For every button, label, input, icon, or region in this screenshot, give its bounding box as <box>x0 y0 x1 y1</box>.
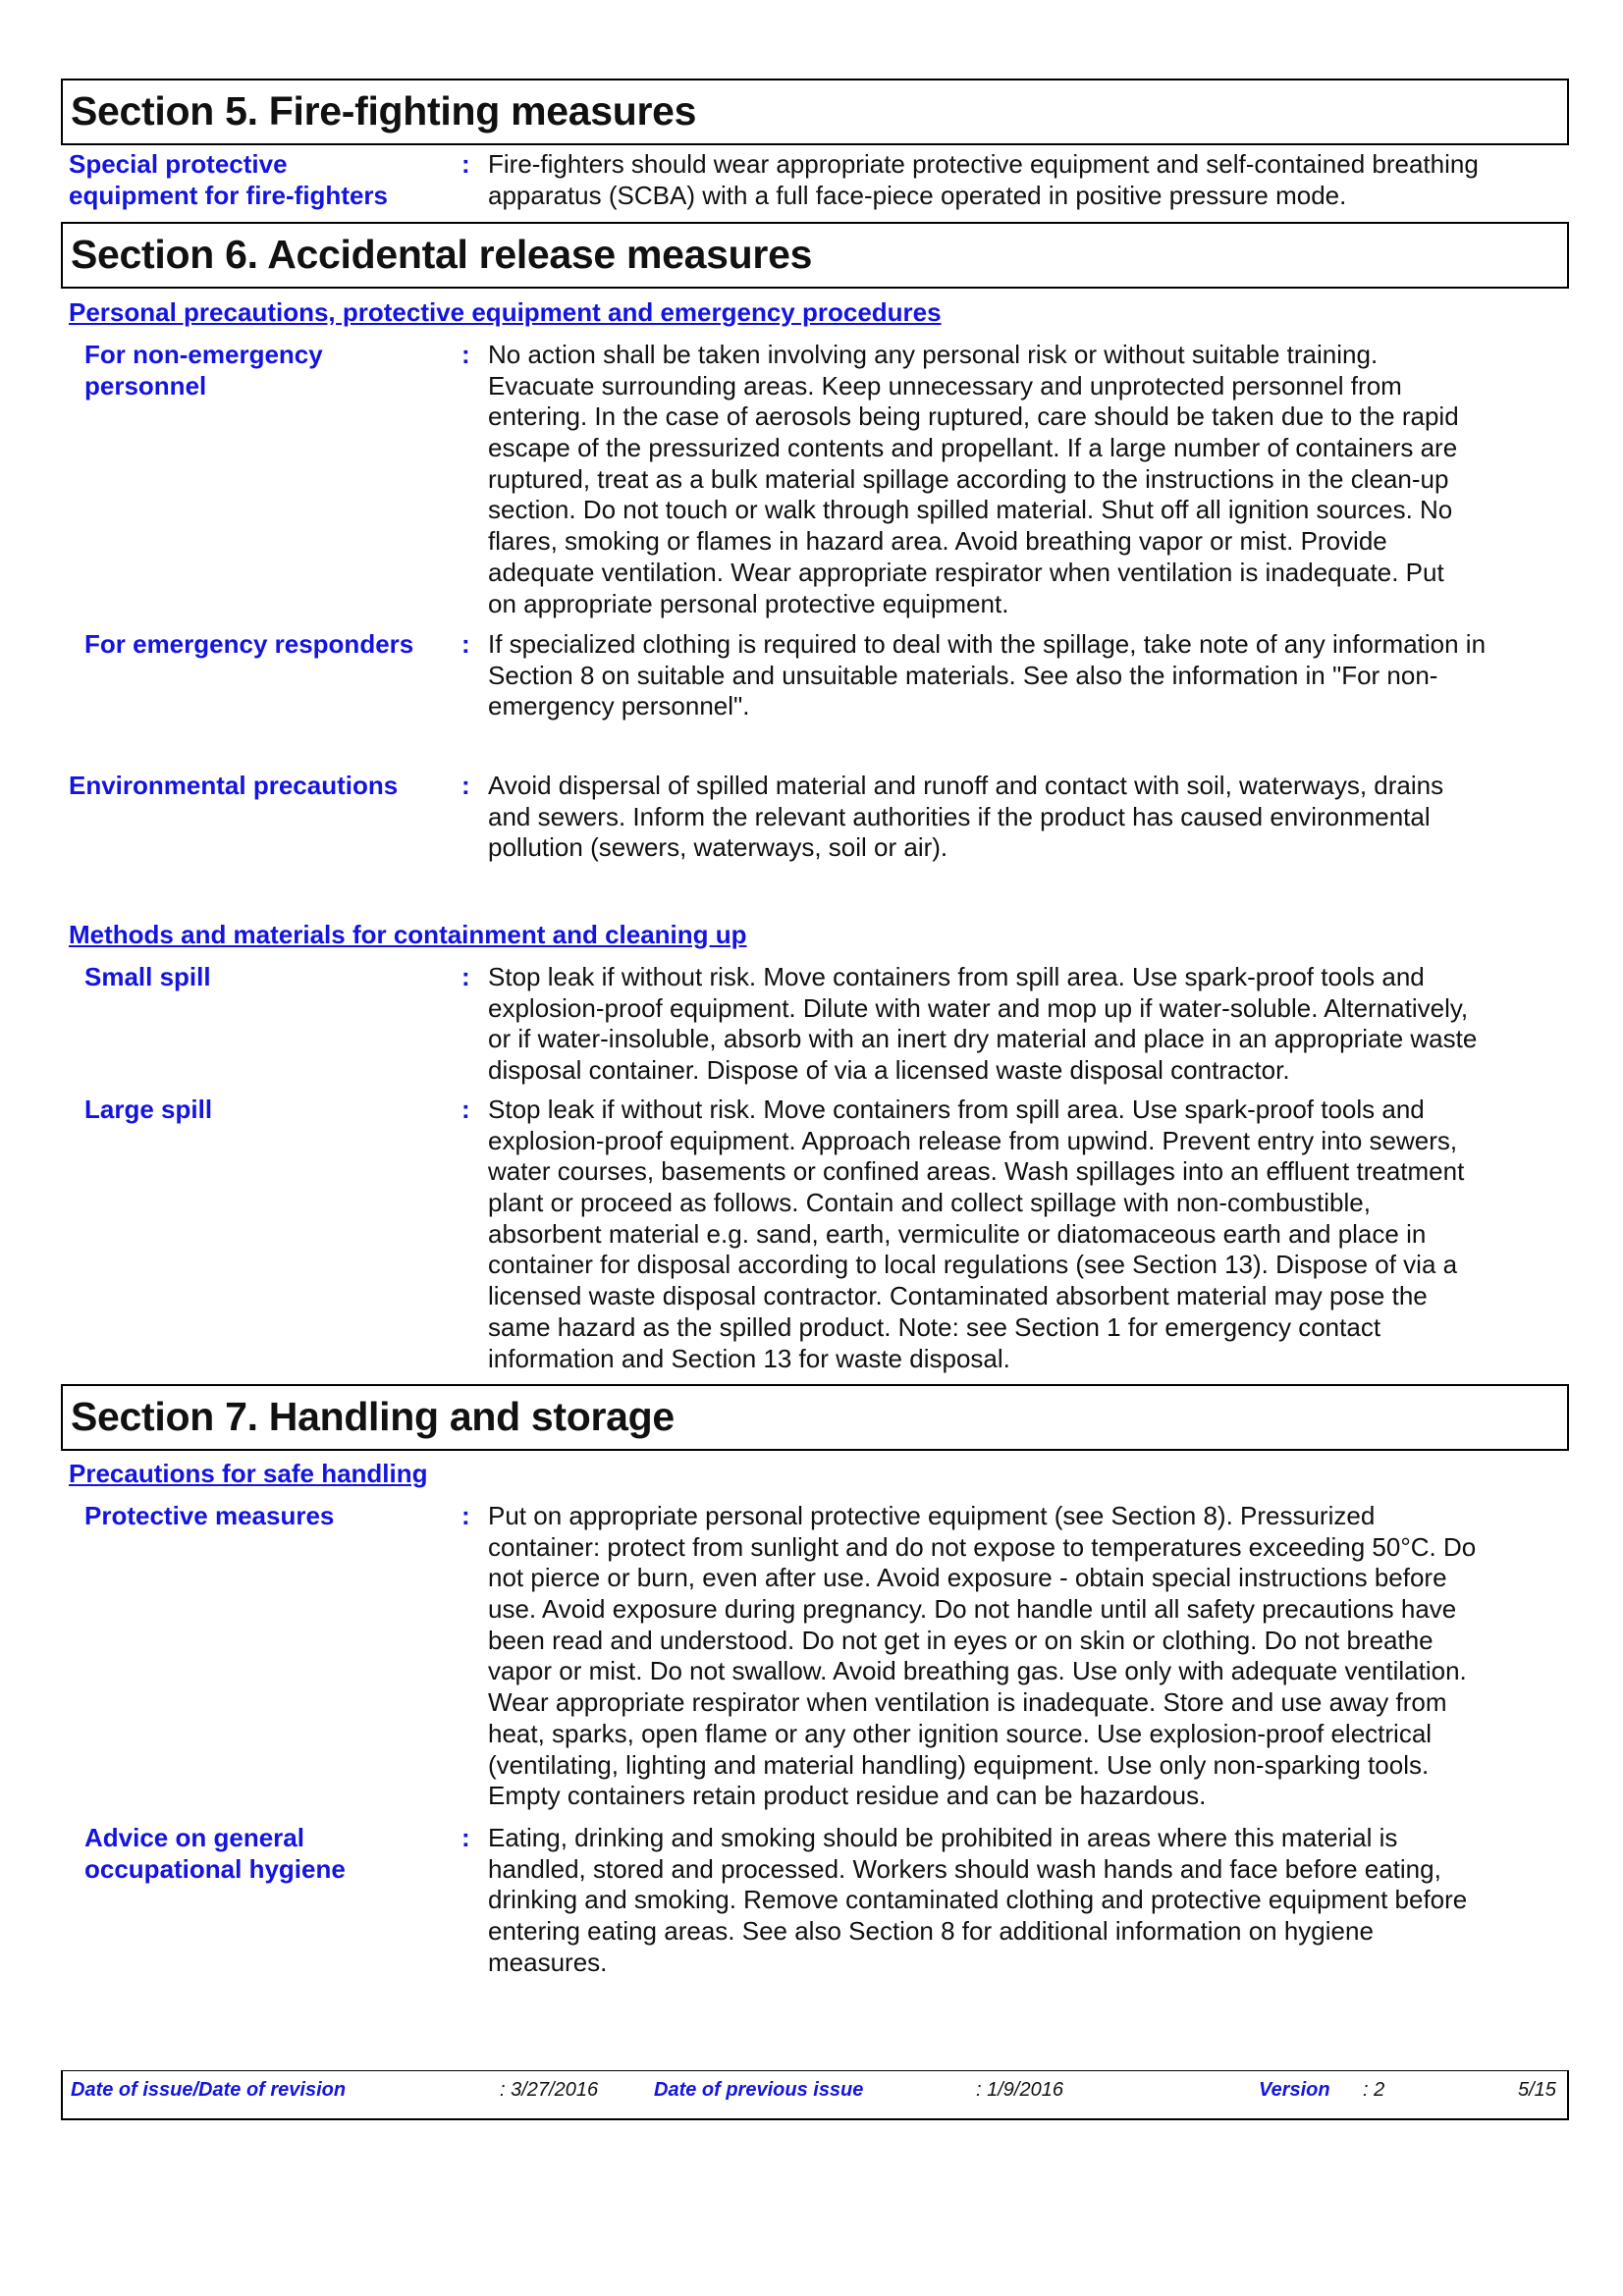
field-label <box>84 1823 497 1885</box>
text-line: container for disposal according to local regulations (see Section 13). Dispose of via a <box>488 1250 1458 1280</box>
section-title: Section 6. Accidental release measures <box>71 232 813 277</box>
separator-colon: : <box>461 149 470 179</box>
field-label <box>84 962 497 993</box>
text-line: Empty containers retain product residue and can be hazardous. <box>488 1781 1207 1811</box>
page-number: 5/15 <box>1518 2079 1556 2101</box>
text-line: Eating, drinking and smoking should be prohibited in areas where this material is <box>488 1823 1398 1852</box>
section-title: Section 5. Fire-fighting measures <box>71 88 697 133</box>
text-line: entering. In the case of aerosols being ruptured, care should be taken due to the rapid <box>488 401 1459 432</box>
text-line: explosion-proof equipment. Dilute with water and mop up if water-soluble. Alternatively, <box>488 992 1469 1023</box>
text-line: information and Section 13 for waste disposal. <box>488 1343 1010 1373</box>
issue-date-value: : 3/27/2016 <box>500 2079 599 2101</box>
text-line: section. Do not touch or walk through spilled material. Shut off all ignition sources. No <box>488 495 1453 525</box>
text-line: No action shall be taken involving any personal risk or without suitable training. <box>488 340 1379 369</box>
separator-colon: : <box>461 1095 470 1124</box>
text-line: apparatus (SCBA) with a full face-piece operated in positive pressure mode. <box>488 180 1347 210</box>
text-line: emergency personnel". <box>488 691 750 721</box>
field-label <box>84 1095 497 1126</box>
text-line: escape of the pressurized contents and propellant. If a large number of containers are <box>488 433 1458 463</box>
field-label-line: For emergency responders <box>84 629 414 659</box>
text-line: adequate ventilation. Wear appropriate respirator when ventilation is inadequate. Put <box>488 557 1444 587</box>
previous-issue-value: : 1/9/2016 <box>976 2079 1063 2101</box>
separator-colon: : <box>461 771 470 800</box>
field-label-line: personnel <box>84 370 207 400</box>
text-line: measures. <box>488 1947 608 1977</box>
field-text <box>488 340 1459 619</box>
field-text <box>488 1823 1467 1978</box>
field-label <box>84 1501 497 1532</box>
text-line: Stop leak if without risk. Move containers from spill area. Use spark-proof tools and <box>488 962 1425 991</box>
field-text <box>488 962 1477 1087</box>
field-text <box>488 1095 1464 1374</box>
field-label-line: Advice on general <box>84 1823 304 1852</box>
field-label <box>69 771 481 802</box>
text-line: (ventilating, lighting and material handling) equipment. Use only non-sparking tools. <box>488 1749 1430 1780</box>
text-line: plant or proceed as follows. Contain and collect spillage with non-combustible, <box>488 1188 1371 1218</box>
text-line: pollution (sewers, waterways, soil or air). <box>488 832 948 863</box>
version-value: : 2 <box>1363 2079 1385 2101</box>
subheading-personal-precautions: Personal precautions, protective equipment and emergency procedures <box>69 297 942 327</box>
separator-colon: : <box>461 1501 470 1530</box>
field-label-line: Special protective <box>69 149 288 179</box>
section-7-header <box>61 1384 1569 1451</box>
text-line: Put on appropriate personal protective equipment (see Section 8). Pressurized <box>488 1501 1376 1530</box>
text-line: not pierce or burn, even after use. Avoid exposure - obtain special instructions before <box>488 1563 1447 1593</box>
text-line: entering eating areas. See also Section 8 for additional information on hygiene <box>488 1916 1374 1947</box>
section-5-header <box>61 79 1569 145</box>
text-line: flares, smoking or flames in hazard area. Avoid breathing vapor or mist. Provide <box>488 526 1387 557</box>
separator-colon: : <box>461 1823 470 1852</box>
text-line: or if water-insoluble, absorb with an inert dry material and place in an appropriate waste <box>488 1024 1478 1054</box>
field-text <box>488 629 1486 722</box>
text-line: licensed waste disposal contractor. Contaminated absorbent material may pose the <box>488 1281 1428 1311</box>
field-label-line: equipment for fire-fighters <box>69 180 389 210</box>
subheading-methods: Methods and materials for containment and cleaning up <box>69 920 747 949</box>
text-line: water courses, basements or confined areas. Wash spillages into an effluent treatment <box>488 1156 1465 1187</box>
text-line: Fire-fighters should wear appropriate protective equipment and self-contained breathing <box>488 149 1479 179</box>
separator-colon: : <box>461 962 470 991</box>
text-line: container: protect from sunlight and do not expose to temperatures exceeding 50°C. Do <box>488 1531 1477 1562</box>
text-line: vapor or mist. Do not swallow. Avoid breathing gas. Use only with adequate ventilation. <box>488 1656 1467 1686</box>
text-line: Stop leak if without risk. Move containers from spill area. Use spark-proof tools and <box>488 1095 1425 1124</box>
section-title: Section 7. Handling and storage <box>71 1394 675 1439</box>
field-label-line: For non-emergency <box>84 340 323 369</box>
section-6-header <box>61 222 1569 289</box>
field-label-line: Small spill <box>84 962 211 991</box>
text-line: disposal container. Dispose of via a licensed waste disposal contractor. <box>488 1055 1290 1086</box>
text-line: If specialized clothing is required to deal with the spillage, take note of any information in <box>488 629 1487 659</box>
separator-colon: : <box>461 629 470 659</box>
text-line: been read and understood. Do not get in eyes or on skin or clothing. Do not breathe <box>488 1625 1434 1655</box>
text-line: handled, stored and processed. Workers should wash hands and face before eating, <box>488 1853 1441 1884</box>
text-line: ruptured, treat as a bulk material spillage according to the instructions in the clean-up <box>488 463 1449 494</box>
field-label-line: Protective measures <box>84 1501 335 1530</box>
text-line: heat, sparks, open flame or any other ignition source. Use explosion-proof electrical <box>488 1718 1433 1748</box>
text-line: Wear appropriate respirator when ventilation is inadequate. Store and use away from <box>488 1687 1447 1718</box>
text-line: and sewers. Inform the relevant authorities if the product has caused environmental <box>488 801 1431 831</box>
previous-issue-label: Date of previous issue <box>654 2079 864 2101</box>
field-text <box>488 149 1479 211</box>
field-label-line: Environmental precautions <box>69 771 399 800</box>
text-line: same hazard as the spilled product. Note: see Section 1 for emergency contact <box>488 1311 1381 1342</box>
version-label: Version <box>1259 2079 1330 2101</box>
field-text <box>488 1501 1476 1812</box>
separator-colon: : <box>461 340 470 369</box>
text-line: use. Avoid exposure during pregnancy. Do not handle until all safety precautions have <box>488 1594 1457 1625</box>
text-line: absorbent material e.g. sand, earth, vermiculite or diatomaceous earth and place in <box>488 1218 1427 1249</box>
field-label-line: Large spill <box>84 1095 213 1124</box>
text-line: drinking and smoking. Remove contaminated clothing and protective equipment before <box>488 1885 1468 1915</box>
text-line: Section 8 on suitable and unsuitable materials. See also the information in "For non- <box>488 660 1438 690</box>
text-line: Avoid dispersal of spilled material and runoff and contact with soil, waterways, drains <box>488 771 1444 800</box>
text-line: on appropriate personal protective equipment. <box>488 588 1009 618</box>
text-line: Evacuate surrounding areas. Keep unnecessary and unprotected personnel from <box>488 370 1402 400</box>
field-label <box>69 149 481 211</box>
footer <box>61 2070 1569 2120</box>
field-label <box>84 629 497 661</box>
issue-date-label: Date of issue/Date of revision <box>71 2079 347 2101</box>
text-line: explosion-proof equipment. Approach release from upwind. Prevent entry into sewers, <box>488 1125 1458 1155</box>
field-label <box>84 340 497 401</box>
subheading-safe-handling: Precautions for safe handling <box>69 1459 428 1488</box>
field-label-line: occupational hygiene <box>84 1853 346 1884</box>
field-text <box>488 771 1443 864</box>
